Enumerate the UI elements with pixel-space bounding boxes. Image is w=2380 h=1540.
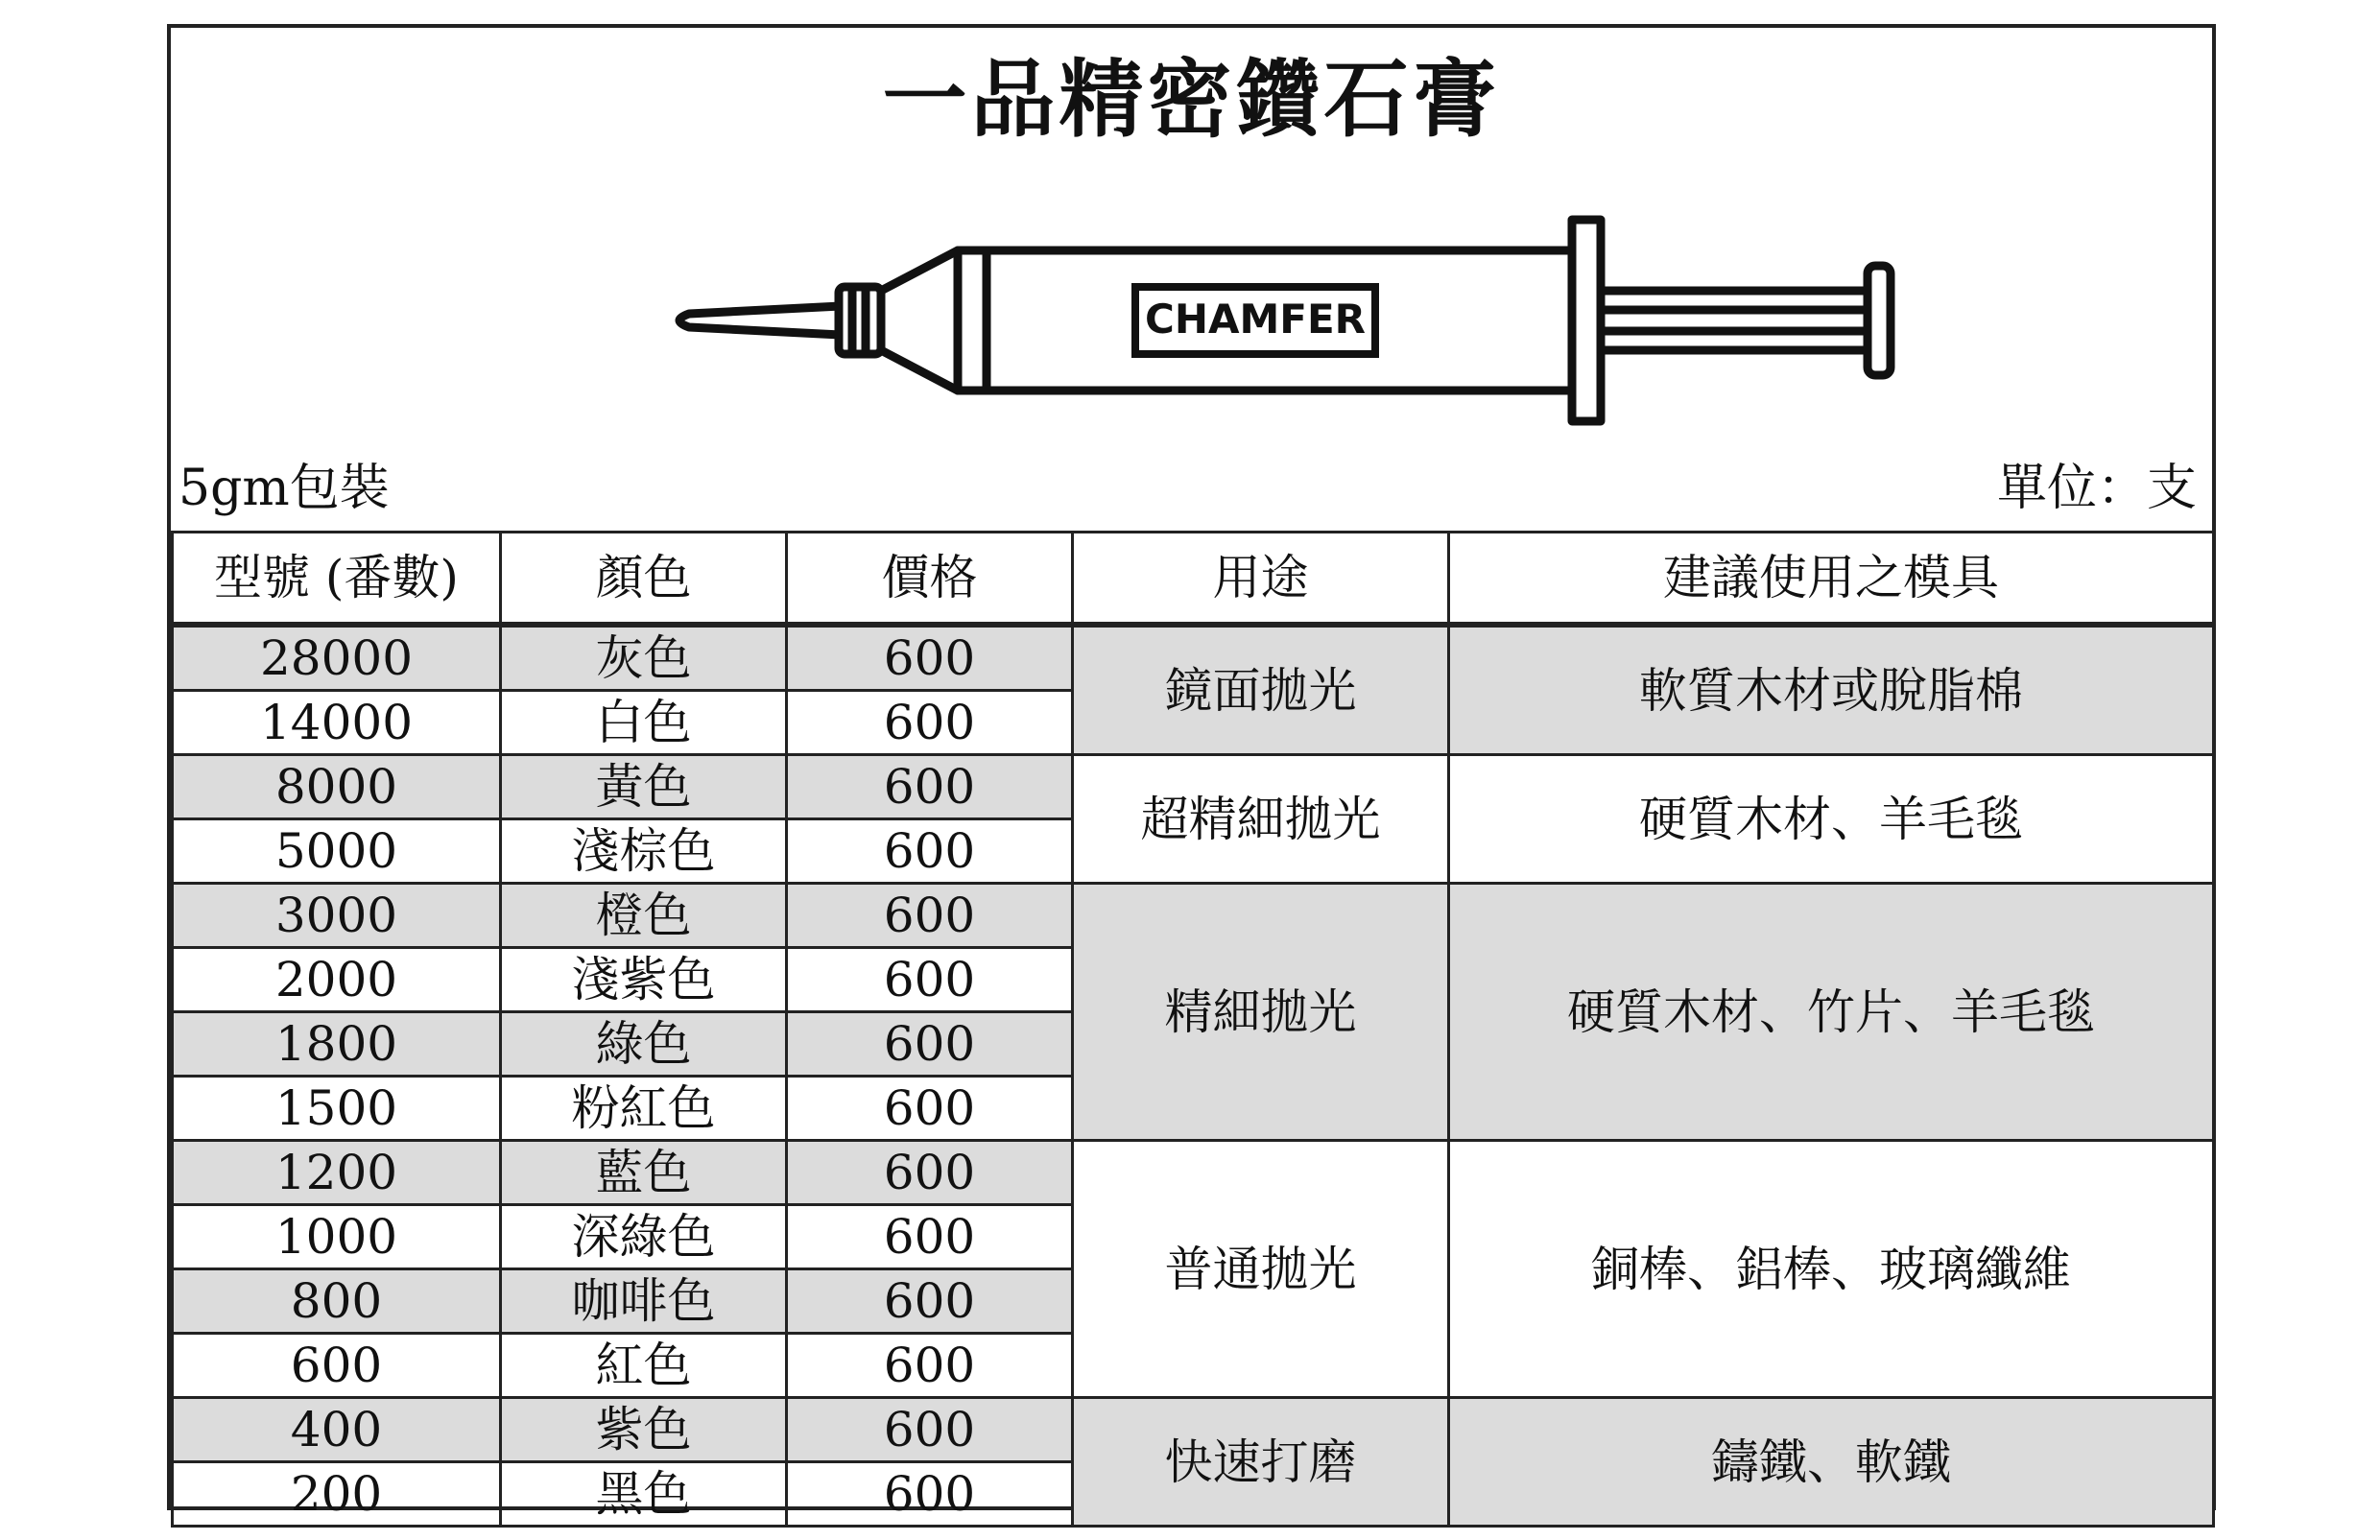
price-cell: 600: [787, 625, 1073, 691]
model-cell: 3000: [173, 884, 501, 948]
color-cell: 粉紅色: [501, 1077, 787, 1141]
table-row: [173, 625, 2214, 691]
spec-table: [171, 531, 2215, 1528]
model-cell: 2000: [173, 948, 501, 1012]
price-cell: 600: [787, 948, 1073, 1012]
price-cell: 600: [787, 691, 1073, 755]
color-cell: 白色: [501, 691, 787, 755]
color-cell: 綠色: [501, 1012, 787, 1077]
color-cell: 灰色: [501, 625, 787, 691]
page-title: 一品精密鑽石膏: [882, 49, 1501, 149]
color-cell: 紅色: [501, 1334, 787, 1398]
model-cell: 1200: [173, 1141, 501, 1205]
color-cell: 淺紫色: [501, 948, 787, 1012]
header-usage: 用途: [1073, 533, 1449, 626]
mold-cell: 硬質木材、竹片、羊毛毯: [1449, 884, 2214, 1141]
table-row: [173, 755, 2214, 819]
mold-cell: 鑄鐵、軟鐵: [1449, 1398, 2214, 1527]
syringe-label: CHAMFER: [1145, 296, 1366, 343]
usage-cell: 鏡面拋光: [1073, 625, 1449, 755]
color-cell: 淺棕色: [501, 819, 787, 884]
model-cell: 1500: [173, 1077, 501, 1141]
header-row: [173, 533, 2214, 626]
model-cell: 8000: [173, 755, 501, 819]
price-cell: 600: [787, 755, 1073, 819]
color-cell: 藍色: [501, 1141, 787, 1205]
color-cell: 咖啡色: [501, 1269, 787, 1334]
table-row: [173, 1398, 2214, 1462]
price-cell: 600: [787, 1269, 1073, 1334]
color-cell: 黃色: [501, 755, 787, 819]
unit-note: 單位：支: [1996, 460, 2197, 517]
price-cell: 600: [787, 884, 1073, 948]
price-cell: 600: [787, 1398, 1073, 1462]
header-price: 價格: [787, 533, 1073, 626]
header-color: 顏色: [501, 533, 787, 626]
price-cell: 600: [787, 1012, 1073, 1077]
model-cell: 1000: [173, 1205, 501, 1269]
model-cell: 1800: [173, 1012, 501, 1077]
header-mold: 建議使用之模具: [1449, 533, 2214, 626]
price-cell: 600: [787, 1141, 1073, 1205]
header-model: 型號 (番數): [173, 533, 501, 626]
model-cell: 600: [173, 1334, 501, 1398]
color-cell: 黑色: [501, 1462, 787, 1527]
table-row: [173, 884, 2214, 948]
model-cell: 400: [173, 1398, 501, 1462]
price-cell: 600: [787, 1205, 1073, 1269]
usage-cell: 普通拋光: [1073, 1141, 1449, 1398]
color-cell: 深綠色: [501, 1205, 787, 1269]
usage-cell: 精細拋光: [1073, 884, 1449, 1141]
table-row: [173, 1141, 2214, 1205]
package-note: 5gm包裝: [178, 460, 390, 517]
model-cell: 5000: [173, 819, 501, 884]
model-cell: 200: [173, 1462, 501, 1527]
price-cell: 600: [787, 1334, 1073, 1398]
model-cell: 800: [173, 1269, 501, 1334]
price-cell: 600: [787, 1462, 1073, 1527]
mold-cell: 銅棒、鋁棒、玻璃纖維: [1449, 1141, 2214, 1398]
usage-cell: 快速打磨: [1073, 1398, 1449, 1527]
color-cell: 紫色: [501, 1398, 787, 1462]
usage-cell: 超精細拋光: [1073, 755, 1449, 884]
price-cell: 600: [787, 819, 1073, 884]
price-cell: 600: [787, 1077, 1073, 1141]
product-card: [167, 24, 2216, 1522]
syringe-illustration: [670, 191, 1898, 450]
mold-cell: 軟質木材或脫脂棉: [1449, 625, 2214, 755]
color-cell: 橙色: [501, 884, 787, 948]
model-cell: 28000: [173, 625, 501, 691]
mold-cell: 硬質木材、羊毛毯: [1449, 755, 2214, 884]
model-cell: 14000: [173, 691, 501, 755]
